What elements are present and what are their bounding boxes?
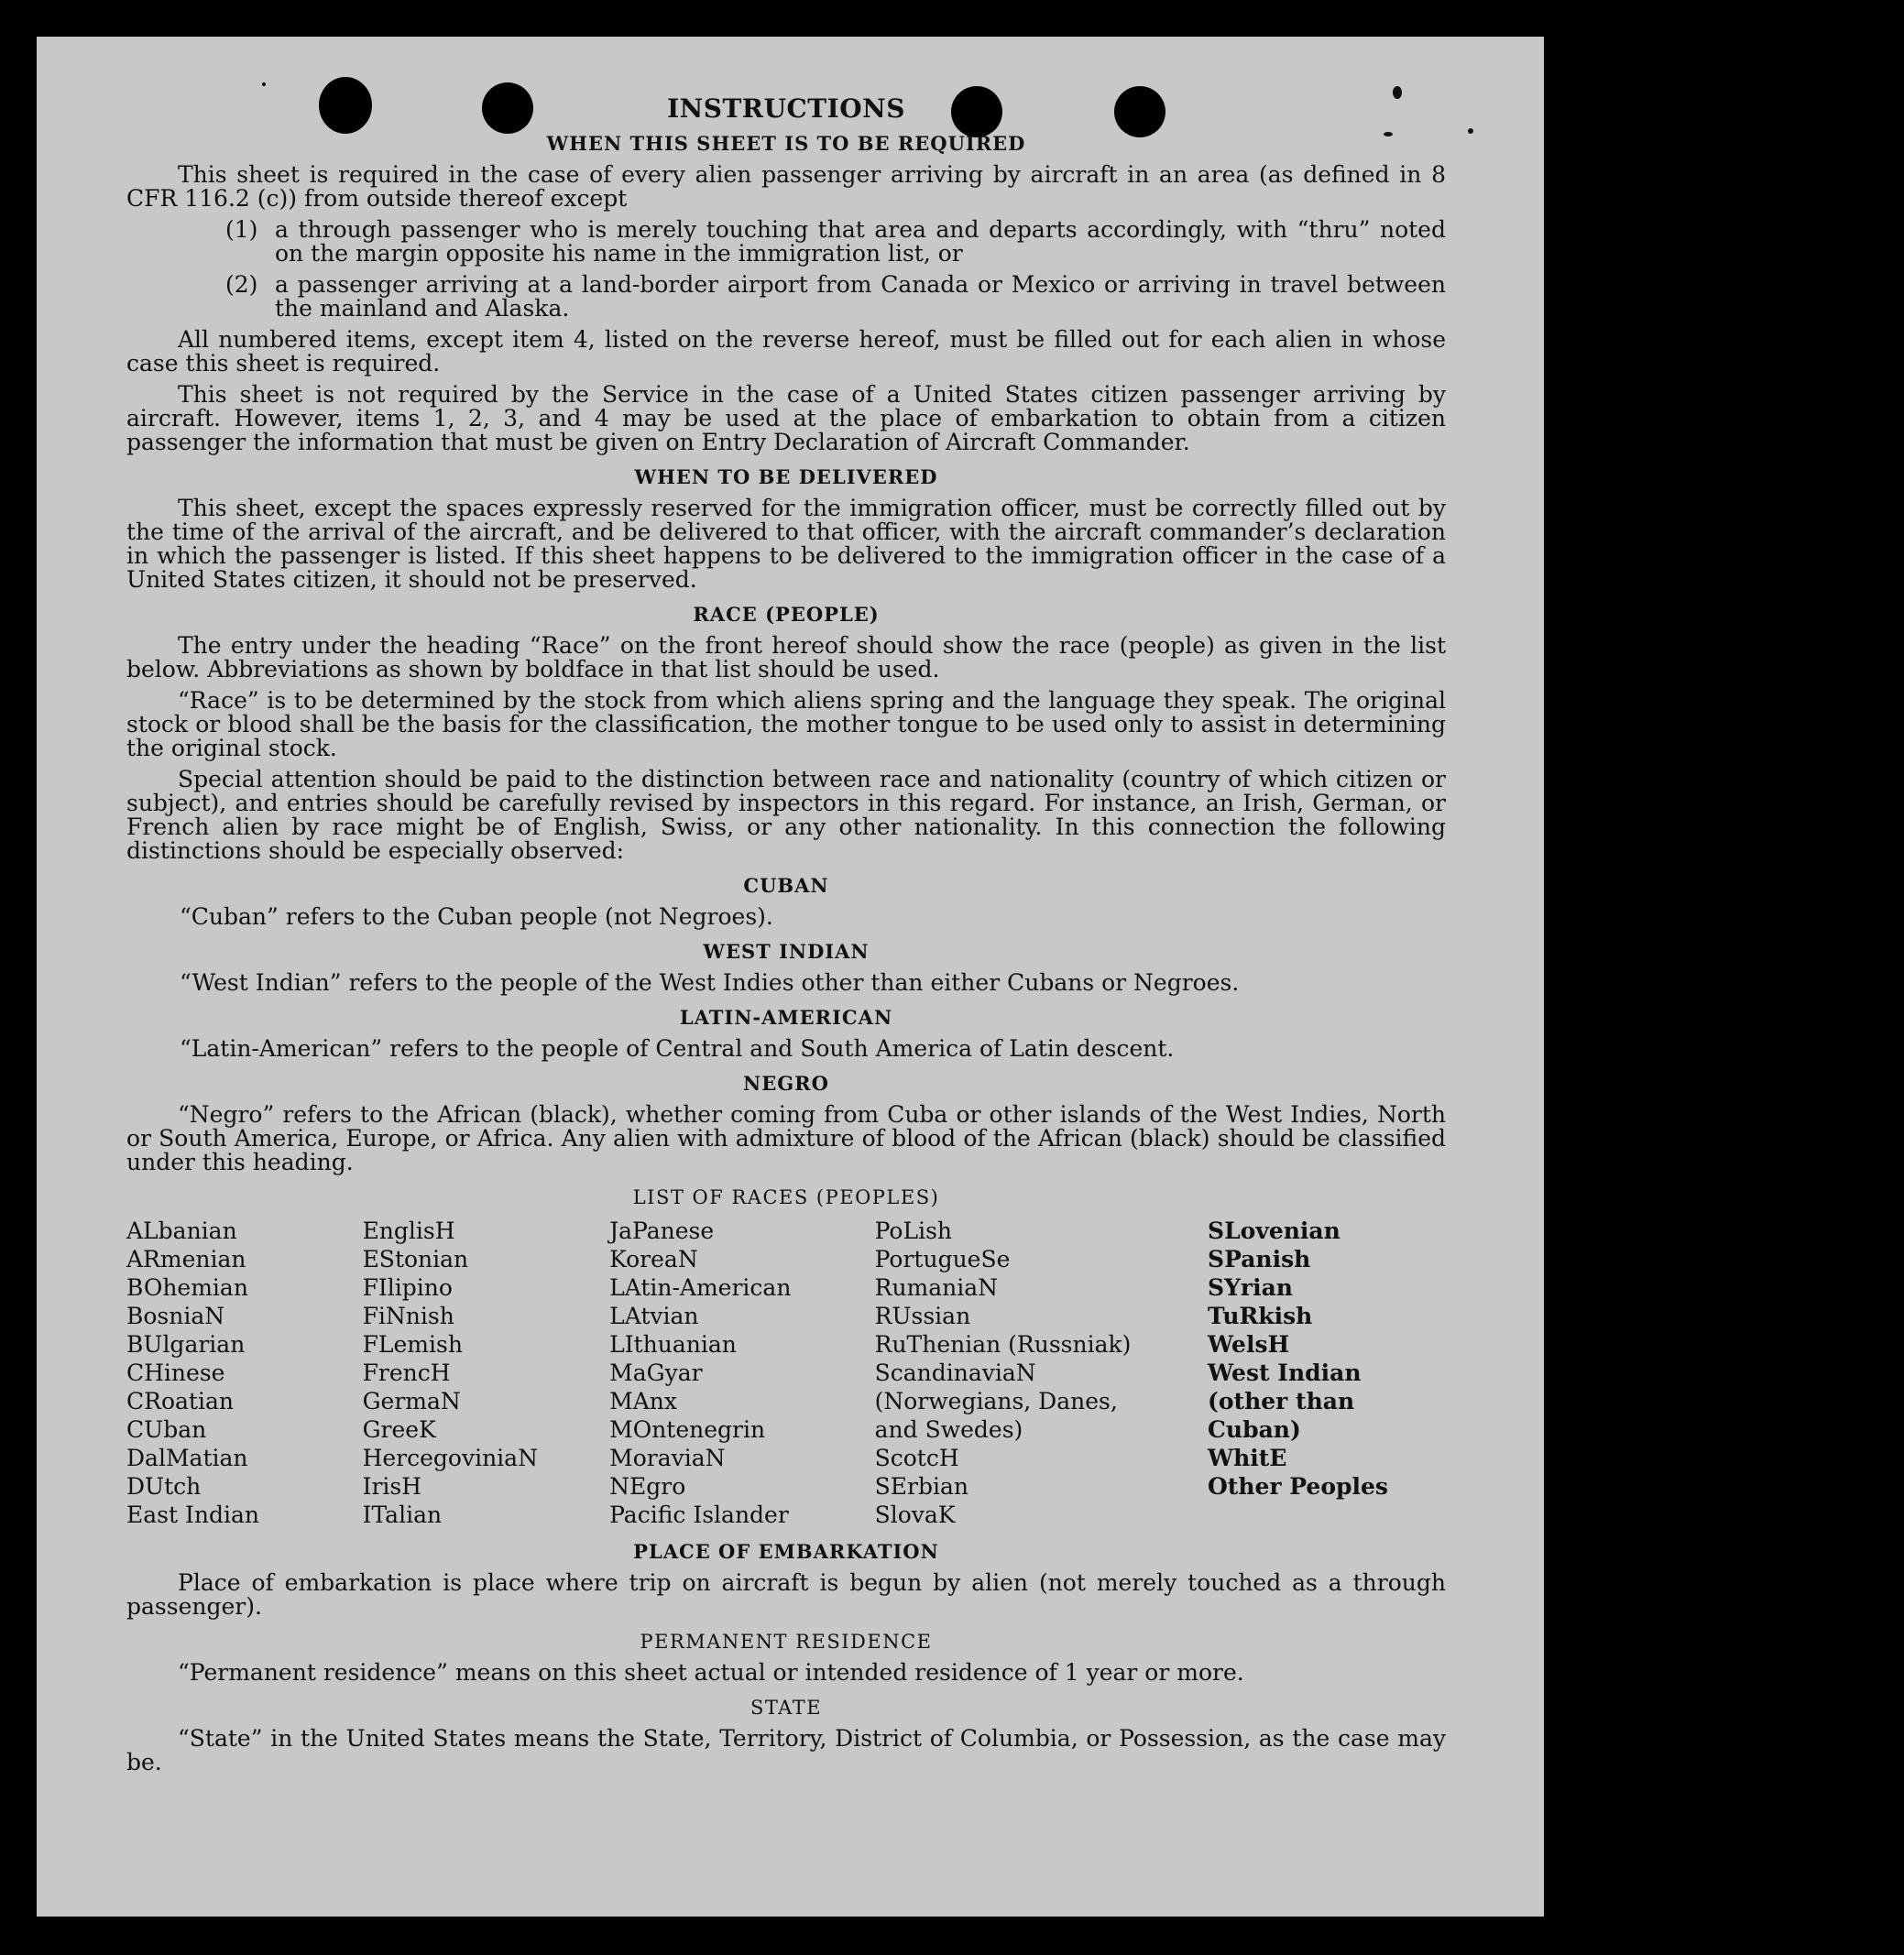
section-heading: LIST OF RACES (PEOPLES) bbox=[632, 1186, 940, 1208]
race-entry: JaPanese bbox=[609, 1218, 715, 1244]
races-column bbox=[609, 1217, 875, 1529]
race-entry: ALbanian bbox=[126, 1218, 237, 1244]
races-list bbox=[126, 1217, 1446, 1529]
item-text: a through passenger who is merely touching that area and departs accordingly, with “thru” noted on the margin opposite his name in the immigration list, or bbox=[275, 216, 1446, 267]
race-entry: WhitE bbox=[1208, 1445, 1287, 1471]
race-entry: ScotcH bbox=[874, 1445, 959, 1471]
item-number: (2) bbox=[225, 271, 258, 298]
races-column bbox=[363, 1217, 610, 1529]
race-entry: West Indian (other than Cuban) bbox=[1208, 1360, 1362, 1443]
race-entry: FrencH bbox=[362, 1360, 451, 1386]
race-entry: TuRkish bbox=[1208, 1303, 1313, 1329]
race-entry: SPanish bbox=[1208, 1246, 1311, 1272]
race-entry: ITalian bbox=[362, 1502, 443, 1528]
race-entry: RuThenian (Russniak) bbox=[874, 1331, 1132, 1358]
race-entry: LIthuanian bbox=[609, 1331, 737, 1358]
race-entry: RumaniaN bbox=[874, 1274, 999, 1301]
paragraph: The entry under the heading “Race” on the front hereof should show the race (people) as given in the list below. Abbreviations as shown by boldface in that list should be used. bbox=[126, 632, 1446, 683]
race-entry: KoreaN bbox=[609, 1246, 698, 1272]
race-entry: MaGyar bbox=[609, 1360, 703, 1386]
paragraph: “Race” is to be determined by the stock from which aliens spring and the language they speak. The original stock or blood shall be the basis for the classification, the mother tongue to be used only to assist in determining the original stock. bbox=[126, 687, 1446, 761]
race-entry: LAtvian bbox=[609, 1303, 699, 1329]
section-heading: WEST INDIAN bbox=[703, 940, 870, 963]
paragraph: “State” in the United States means the State, Territory, District of Columbia, or Possession, as the case may be. bbox=[126, 1725, 1446, 1775]
paragraph: “Negro” refers to the African (black), whether coming from Cuba or other islands of the West Indies, North or South America, Europe, or Africa. Any alien with admixture of blood of the African (black) should be classified under this heading. bbox=[126, 1101, 1446, 1175]
section-heading: PLACE OF EMBARKATION bbox=[633, 1540, 939, 1563]
list-item bbox=[225, 218, 1446, 266]
race-entry: East Indian bbox=[126, 1502, 259, 1528]
section-heading: WHEN THIS SHEET IS TO BE REQUIRED bbox=[546, 132, 1026, 155]
race-entry: FLemish bbox=[362, 1331, 463, 1358]
race-entry: Other Peoples bbox=[1208, 1473, 1388, 1500]
item-text: a passenger arriving at a land-border airport from Canada or Mexico or arriving in travel between the mainland and Alaska. bbox=[275, 271, 1446, 322]
section-heading: WHEN TO BE DELIVERED bbox=[634, 465, 938, 488]
race-entry: DUtch bbox=[126, 1473, 202, 1500]
race-entry: EStonian bbox=[362, 1246, 469, 1272]
section-heading: CUBAN bbox=[743, 874, 829, 897]
speck bbox=[1468, 128, 1473, 134]
race-entry: MAnx bbox=[609, 1388, 677, 1414]
race-entry: ScandinaviaN (Norwegians, Danes, and Swedes) bbox=[874, 1360, 1118, 1443]
race-entry: MOntenegrin bbox=[609, 1416, 766, 1443]
race-entry: HercegoviniaN bbox=[362, 1445, 538, 1471]
item-number: (1) bbox=[225, 216, 258, 243]
race-entry: BUlgarian bbox=[126, 1331, 246, 1358]
paragraph: Special attention should be paid to the distinction between race and nationality (country of which citizen or subject), and entries should be carefully revised by inspectors in this regard. For instance, an Irish, German, or French alien by race might be of English, Swiss, or any other nationality. In this connection the following distinctions should be especially observed: bbox=[126, 766, 1446, 864]
race-entry: SYrian bbox=[1208, 1274, 1293, 1301]
section-heading: PERMANENT RESIDENCE bbox=[640, 1631, 933, 1653]
race-entry: GreeK bbox=[362, 1416, 436, 1443]
race-entry: CUban bbox=[126, 1416, 207, 1443]
race-entry: MoraviaN bbox=[609, 1445, 726, 1471]
paragraph: Place of embarkation is place where trip on aircraft is begun by alien (not merely touched as a through passenger). bbox=[126, 1569, 1446, 1620]
race-entry: GermaN bbox=[362, 1388, 461, 1414]
list-item bbox=[225, 273, 1446, 321]
race-entry: PoLish bbox=[874, 1218, 953, 1244]
definition-text: “Cuban” refers to the Cuban people (not Negroes). bbox=[180, 903, 773, 930]
paragraph: “Permanent residence” means on this sheet actual or intended residence of 1 year or more. bbox=[178, 1659, 1244, 1686]
paragraph: All numbered items, except item 4, listed on the reverse hereof, must be filled out for each alien in whose case this sheet is required. bbox=[126, 326, 1446, 377]
paragraph: This sheet, except the spaces expressly reserved for the immigration officer, must be correctly filled out by the time of the arrival of the aircraft, and be delivered to that officer, with the aircraft commander’s declaration in which the passenger is listed. If this sheet happens to be delivered to the immigration officer in the case of a United States citizen, it should not be preserved. bbox=[126, 495, 1446, 593]
definition-text: “West Indian” refers to the people of the West Indies other than either Cubans or Negroes. bbox=[180, 969, 1240, 996]
race-entry: FiNnish bbox=[362, 1303, 454, 1329]
definition-text: “Latin-American” refers to the people of Central and South America of Latin descent. bbox=[180, 1035, 1175, 1062]
speck bbox=[262, 82, 266, 86]
race-entry: PortugueSe bbox=[874, 1246, 1011, 1272]
race-entry: EnglisH bbox=[362, 1218, 455, 1244]
race-entry: BosniaN bbox=[126, 1303, 225, 1329]
race-entry: NEgro bbox=[609, 1473, 686, 1500]
paragraph: This sheet is required in the case of every alien passenger arriving by aircraft in an area (as defined in 8 CFR 116.2 (c)) from outside thereof except bbox=[126, 161, 1446, 212]
race-entry: LAtin-American bbox=[609, 1274, 792, 1301]
section-heading: STATE bbox=[750, 1697, 823, 1719]
race-entry: DalMatian bbox=[126, 1445, 248, 1471]
section-heading: RACE (PEOPLE) bbox=[693, 603, 880, 626]
instructions-content bbox=[126, 93, 1446, 1782]
race-entry: ARmenian bbox=[126, 1246, 246, 1272]
race-entry: FIlipino bbox=[362, 1274, 453, 1301]
section-heading: NEGRO bbox=[743, 1072, 829, 1095]
race-entry: SlovaK bbox=[874, 1502, 956, 1528]
page-title: INSTRUCTIONS bbox=[667, 93, 905, 124]
section-heading: LATIN-AMERICAN bbox=[679, 1006, 893, 1029]
race-entry: SLovenian bbox=[1208, 1218, 1340, 1244]
race-entry: CRoatian bbox=[126, 1388, 234, 1414]
race-entry: RUssian bbox=[874, 1303, 971, 1329]
race-entry: IrisH bbox=[362, 1473, 422, 1500]
race-entry: Pacific Islander bbox=[609, 1502, 789, 1528]
races-column bbox=[875, 1217, 1208, 1529]
document-page bbox=[37, 37, 1544, 1917]
race-entry: WelsH bbox=[1208, 1331, 1290, 1358]
race-entry: BOhemian bbox=[126, 1274, 248, 1301]
race-entry: CHinese bbox=[126, 1360, 225, 1386]
race-entry: SErbian bbox=[874, 1473, 968, 1500]
paragraph: This sheet is not required by the Service in the case of a United States citizen passenger arriving by aircraft. However, items 1, 2, 3, and 4 may be used at the place of embarkation to obtain from a citizen passenger the information that must be given on Entry Declaration of Aircraft Commander. bbox=[126, 381, 1446, 455]
races-column bbox=[1208, 1217, 1446, 1529]
races-column bbox=[126, 1217, 363, 1529]
